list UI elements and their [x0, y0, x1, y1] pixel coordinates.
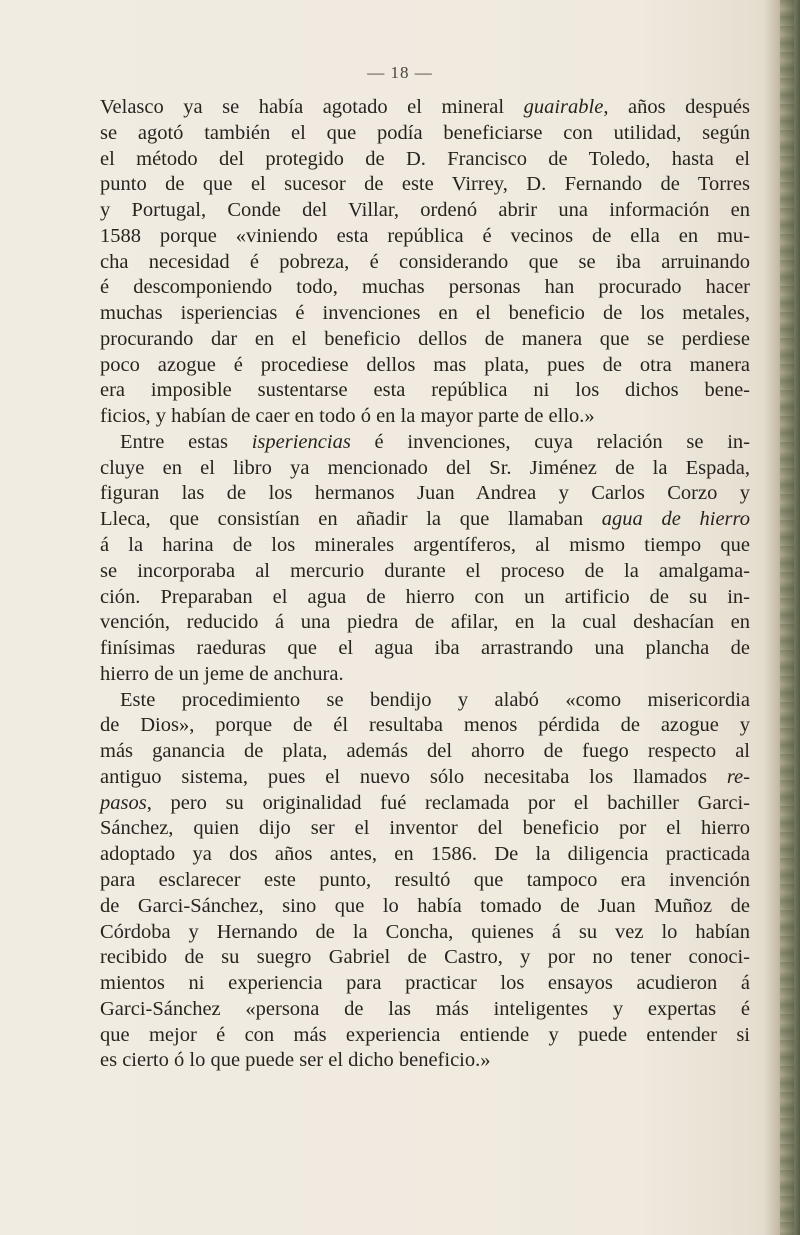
- text-segment: ficios, y habían de caer en todo ó en la mayor parte de ello.»: [100, 405, 595, 428]
- text-line: [100, 121, 750, 147]
- text-segment: vención, reducido á una piedra de afilar, en la cual deshacían en: [100, 611, 750, 634]
- text-line: [100, 95, 750, 121]
- text-segment: é descomponiendo todo, muchas personas han procurado hacer: [100, 276, 750, 299]
- text-line: [100, 404, 750, 430]
- text-segment: finísimas raeduras que el agua iba arrastrando una plancha de: [100, 637, 750, 660]
- text-segment: hierro de un jeme de anchura.: [100, 662, 344, 685]
- text-segment: adoptado ya dos años antes, en 1586. De la diligencia practicada: [100, 843, 750, 866]
- text-line: [100, 971, 750, 997]
- text-segment: el método del protegido de D. Francisco de Toledo, hasta el: [100, 147, 750, 170]
- text-line: [100, 894, 750, 920]
- text-segment: que mejor é con más experiencia entiende y puede entender si: [100, 1023, 750, 1046]
- text-segment: Este procedimiento se bendijo y alabó «como misericordia: [120, 688, 750, 711]
- text-segment: de Dios», porque de él resultaba menos pérdida de azogue y: [100, 714, 750, 737]
- text-segment: era imposible sustentarse esta república ni los dichos bene-: [100, 379, 750, 402]
- text-line: [100, 275, 750, 301]
- text-segment: cluye en el libro ya mencionado del Sr. Jiménez de la Espada,: [100, 456, 750, 479]
- text-line: [100, 481, 750, 507]
- text-line: [100, 1023, 750, 1049]
- text-line: [100, 1048, 750, 1074]
- italic-term: isperiencias: [251, 430, 351, 453]
- text-line: [100, 739, 750, 765]
- text-segment: ción. Preparaban el agua de hierro con un artificio de su in-: [100, 585, 750, 608]
- text-line: [100, 945, 750, 971]
- text-line: [100, 868, 750, 894]
- text-segment: se incorporaba al mercurio durante el proceso de la amalgama-: [100, 559, 750, 582]
- text-line: [100, 636, 750, 662]
- text-line: [100, 688, 750, 714]
- text-segment: Garci-Sánchez «persona de las más inteligentes y expertas é: [100, 997, 750, 1020]
- text-line: [100, 250, 750, 276]
- text-segment: , pero su originalidad fué reclamada por el bachiller Garci-: [146, 791, 750, 814]
- text-segment: á la harina de los minerales argentíferos, al mismo tiempo que: [100, 534, 750, 557]
- text-segment: figuran las de los hermanos Juan Andrea y Carlos Corzo y: [100, 482, 750, 505]
- text-segment: Velasco ya se había agotado el mineral: [100, 96, 524, 118]
- text-segment: muchas isperiencias é invenciones en el beneficio de los metales,: [100, 302, 750, 325]
- text-line: [100, 842, 750, 868]
- text-segment: punto de que el sucesor de este Virrey, D. Fernando de Torres: [100, 173, 750, 196]
- text-line: [100, 997, 750, 1023]
- body-text: [100, 95, 750, 1074]
- text-line: [100, 378, 750, 404]
- italic-term: guairable: [523, 96, 604, 118]
- text-line: [100, 198, 750, 224]
- text-segment: más ganancia de plata, además del ahorro de fuego respecto al: [100, 740, 750, 763]
- text-line: [100, 816, 750, 842]
- italic-term: pasos: [100, 791, 147, 814]
- page-edge-texture: [780, 0, 794, 1235]
- text-segment: Córdoba y Hernando de la Concha, quienes á su vez lo habían: [100, 920, 750, 943]
- text-line: [100, 559, 750, 585]
- text-segment: , años después: [603, 96, 750, 118]
- text-line: [100, 765, 750, 791]
- text-segment: es cierto ó lo que puede ser el dicho beneficio.»: [100, 1049, 491, 1072]
- text-segment: antiguo sistema, pues el nuevo sólo necesitaba los llamados: [100, 765, 727, 788]
- text-line: [100, 456, 750, 482]
- text-segment: Lleca, que consistían en añadir la que llamaban: [100, 508, 602, 531]
- italic-term: re-: [726, 765, 750, 788]
- italic-term: agua de hierro: [601, 508, 751, 531]
- text-line: [100, 791, 750, 817]
- text-line: [100, 430, 750, 456]
- text-segment: é invenciones, cuya relación se in-: [350, 430, 750, 453]
- text-segment: cha necesidad é pobreza, é considerando que se iba arruinando: [100, 250, 750, 273]
- text-line: [100, 301, 750, 327]
- text-line: [100, 172, 750, 198]
- text-line: [100, 662, 750, 688]
- page-number: — 18 —: [367, 63, 433, 82]
- text-line: [100, 920, 750, 946]
- text-segment: recibido de su suegro Gabriel de Castro, y por no tener conoci-: [100, 946, 750, 969]
- text-segment: de Garci-Sánchez, sino que lo había tomado de Juan Muñoz de: [100, 894, 750, 917]
- text-segment: y Portugal, Conde del Villar, ordenó abrir una información en: [100, 199, 750, 222]
- text-line: [100, 224, 750, 250]
- text-segment: Entre estas: [120, 430, 252, 453]
- text-line: [100, 585, 750, 611]
- text-line: [100, 610, 750, 636]
- text-line: [100, 533, 750, 559]
- text-segment: para esclarecer este punto, resultó que tampoco era invención: [100, 868, 750, 891]
- text-line: [100, 713, 750, 739]
- text-line: [100, 507, 750, 533]
- text-line: [100, 327, 750, 353]
- text-line: [100, 147, 750, 173]
- text-segment: procurando dar en el beneficio dellos de manera que se perdiese: [100, 327, 750, 350]
- text-segment: mientos ni experiencia para practicar los ensayos acudieron á: [100, 972, 750, 995]
- text-segment: 1588 porque «viniendo esta república é vecinos de ella en mu-: [100, 224, 750, 247]
- text-segment: se agotó también el que podía beneficiarse con utilidad, según: [100, 121, 750, 144]
- text-segment: poco azogue é procediese dellos mas plata, pues de otra manera: [100, 353, 750, 376]
- text-segment: Sánchez, quien dijo ser el inventor del beneficio por el hierro: [100, 817, 750, 840]
- text-line: [100, 353, 750, 379]
